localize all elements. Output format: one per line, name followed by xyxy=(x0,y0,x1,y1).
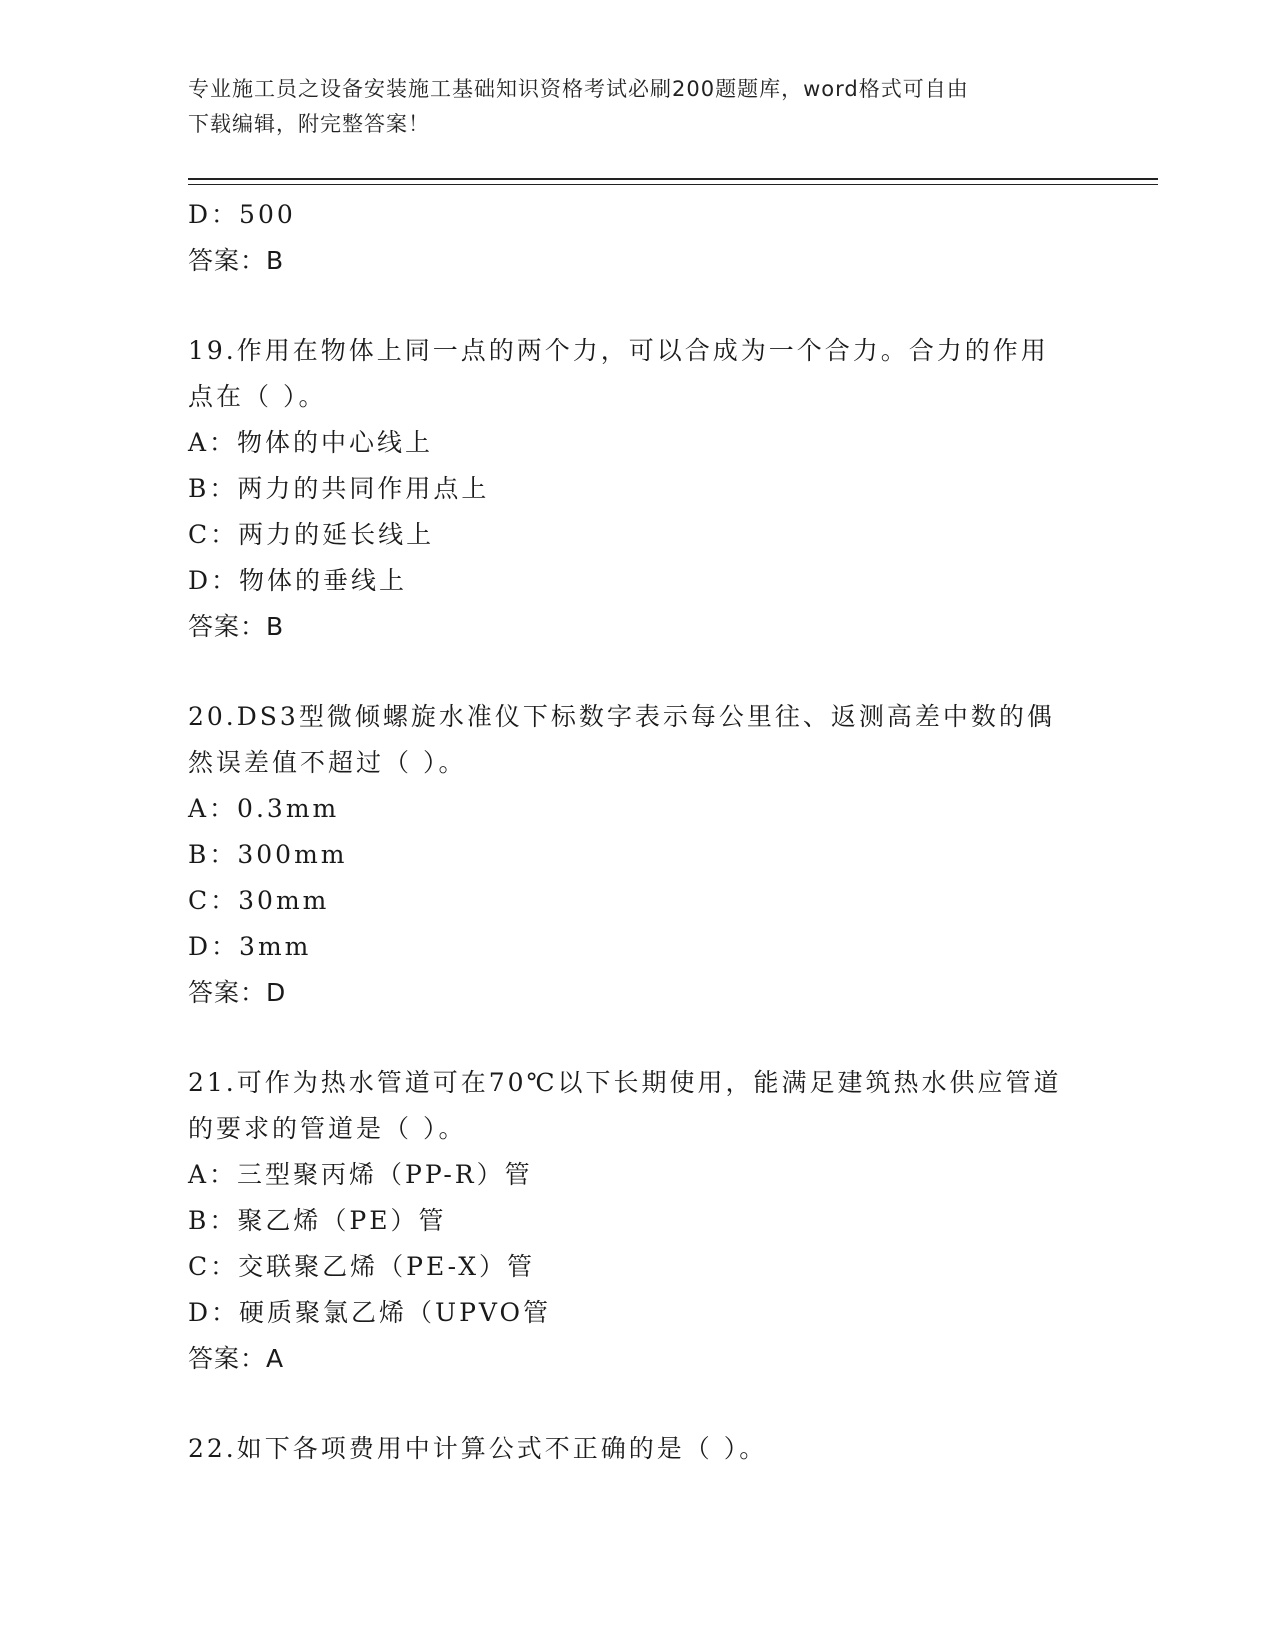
header-line-2: 下载编辑，附完整答案！ xyxy=(188,112,430,136)
spacer xyxy=(188,650,1088,694)
question-22 xyxy=(188,1426,1088,1472)
question-20 xyxy=(188,694,1088,1016)
spacer xyxy=(188,1382,1088,1426)
answer-line: 答案：B xyxy=(188,246,285,275)
answer-line: 答案：A xyxy=(188,1344,285,1373)
option-b: B：300mm xyxy=(188,840,348,869)
question-list xyxy=(188,192,1088,1472)
option-a: A：三型聚丙烯（PP-R）管 xyxy=(188,1160,533,1189)
option-b: B：两力的共同作用点上 xyxy=(188,474,490,503)
option-c: C：交联聚乙烯（PE-X）管 xyxy=(188,1252,536,1281)
header-line-1: 专业施工员之设备安装施工基础知识资格考试必刷200题题库，word格式可自由 xyxy=(188,77,969,101)
option-b: B：聚乙烯（PE）管 xyxy=(188,1206,447,1235)
option-a: A：0.3mm xyxy=(188,794,340,823)
document-header xyxy=(188,72,1088,142)
answer-line: 答案：D xyxy=(188,978,287,1007)
option-a: A：物体的中心线上 xyxy=(188,428,434,457)
question-stem-line: 的要求的管道是（ ）。 xyxy=(188,1114,467,1143)
option-d: D：500 xyxy=(188,200,296,229)
question-stem-line: 20.DS3型微倾螺旋水准仪下标数字表示每公里往、返测高差中数的偶 xyxy=(188,702,1055,731)
question-stem-line: 22.如下各项费用中计算公式不正确的是（ ）。 xyxy=(188,1434,768,1463)
option-c: C：两力的延长线上 xyxy=(188,520,435,549)
option-c: C：30mm xyxy=(188,886,330,915)
header-divider-thick xyxy=(188,178,1158,180)
question-stem-line: 19.作用在物体上同一点的两个力，可以合成为一个合力。合力的作用 xyxy=(188,336,1049,365)
question-stem-line: 然误差值不超过（ ）。 xyxy=(188,748,467,777)
option-d: D：3mm xyxy=(188,932,312,961)
spacer xyxy=(188,1016,1088,1060)
header-divider-thin xyxy=(188,184,1158,185)
option-d: D：硬质聚氯乙烯（UPVO管 xyxy=(188,1298,552,1327)
question-19 xyxy=(188,328,1088,650)
question-21 xyxy=(188,1060,1088,1382)
question-stem-line: 21.可作为热水管道可在70℃以下长期使用，能满足建筑热水供应管道 xyxy=(188,1068,1062,1097)
question-stem-line: 点在（ ）。 xyxy=(188,382,327,411)
answer-line: 答案：B xyxy=(188,612,285,641)
option-d: D：物体的垂线上 xyxy=(188,566,408,595)
spacer xyxy=(188,284,1088,328)
